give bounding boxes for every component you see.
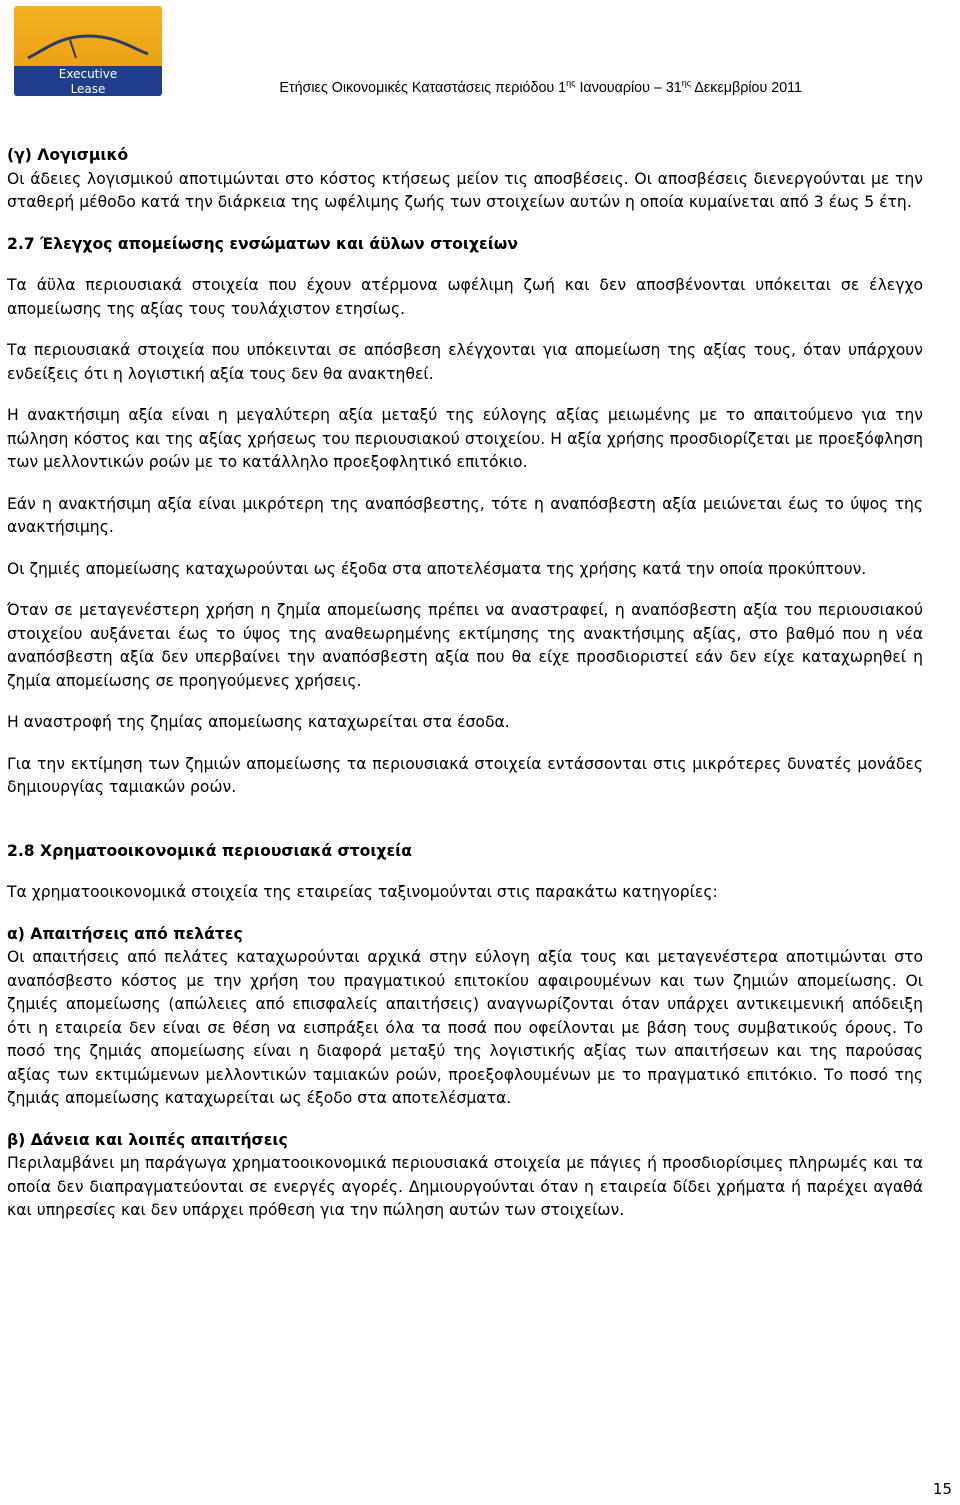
receivables-heading: α) Απαιτήσεις από πελάτες (7, 924, 243, 943)
logo-text-line1: Executive (58, 67, 118, 81)
company-logo (14, 6, 162, 96)
impairment-paragraph-4: Εάν η ανακτήσιμη αξία είναι μικρότερη της αναπόσβεστης, τότε η αναπόσβεστη αξία μειώνεται έως το ύψος της ανακτήσιμης. (7, 494, 923, 536)
impairment-paragraph-3: Η ανακτήσιμη αξία είναι η μεγαλύτερη αξία μεταξύ της εύλογης αξίας μειωμένης με το απαιτούμενο για την πώληση κόστος και της αξίας χρήσεως του περιουσιακού στοιχείου. Η αξία χρήσης προσδιορίζεται με προεξόφληση των μελλοντικών ροών με το κατάλληλο προεξοφλητικό επιτόκιο. (7, 406, 923, 471)
impairment-paragraph-6: Όταν σε μεταγενέστερη χρήση η ζημία απομείωσης πρέπει να αναστραφεί, η αναπόσβεστη αξία του περιουσιακού στοιχείου αυξάνεται έως το ύψος της αναθεωρημένης εκτίμησης της ανακτήσιμης αξίας, στο βαθμό που η νέα αναπόσβεστη αξία δεν υπερβαίνει την αναπόσβεστη αξία που θα είχε προσδιοριστεί εάν δεν είχε καταχωρηθεί η ζημία απομείωσης σε προηγούμενες χρήσεις. (7, 601, 923, 690)
impairment-paragraph-5: Οι ζημιές απομείωσης καταχωρούνται ως έξοδα στα αποτελέσματα της χρήσης κατά την οποία προκύπτουν. (7, 559, 867, 578)
car-silhouette-icon (24, 28, 152, 64)
impairment-paragraph-1: Τα άϋλα περιουσιακά στοιχεία που έχουν ατέρμονα ωφέλιμη ζωή και δεν αποσβένονται υπόκειται σε έλεγχο απομείωσης της αξίας τους τουλάχιστον ετησίως. (7, 276, 923, 318)
financial-assets-intro: Τα χρηματοοικονομικά στοιχεία της εταιρείας ταξινομούνται στις παρακάτω κατηγορίες: (7, 883, 718, 901)
logo-band (14, 66, 162, 96)
logo-text-line2: Lease (70, 82, 106, 96)
software-heading: (γ) Λογισμικό (7, 146, 129, 164)
loans-heading: β) Δάνεια και λοιπές απαιτήσεις (7, 1130, 288, 1149)
impairment-heading: 2.7 Έλεγχος απομείωσης ενσώματων και άϋλων στοιχείων (7, 234, 518, 253)
impairment-paragraph-2: Τα περιουσιακά στοιχεία που υπόκεινται σε απόσβεση ελέγχονται για απομείωση της αξίας τους, όταν υπάρχουν ενδείξεις ότι η λογιστική αξία τους δεν θα ανακτηθεί. (7, 341, 923, 383)
software-paragraph: Οι άδειες λογισμικού αποτιμώνται στο κόστος κτήσεως μείον τις αποσβέσεις. Οι αποσβέσεις διενεργούνται με την σταθερή μέθοδο κατά την διάρκεια της ωφέλιμης ζωής των στοιχείων αυτών η οποία κυμαίνεται από 3 έως 5 έτη. (7, 169, 923, 211)
impairment-paragraph-7: Η αναστροφή της ζημίας απομείωσης καταχωρείται στα έσοδα. (7, 713, 510, 731)
report-title: Ετήσιες Οικονομικές Καταστάσεις περιόδου $1^{\eta\varsigma}$ Ιανουαρίου – $31^{\eta\varsigma}$ Δεκεμβρίου 2011 (279, 78, 802, 96)
document-body (7, 144, 923, 1223)
impairment-paragraph-8: Για την εκτίμηση των ζημιών απομείωσης τα περιουσιακά στοιχεία εντάσσονται στις μικρότερες δυνατές μονάδες δημιουργίας ταμιακών ροών. (7, 754, 923, 796)
financial-assets-heading: 2.8 Χρηματοοικονομικά περιουσιακά στοιχεία (7, 841, 412, 860)
receivables-paragraph: Οι απαιτήσεις από πελάτες καταχωρούνται αρχικά στην εύλογη αξία τους και μεταγενέστερα αποτιμώνται στο αναπόσβεστο κόστος με την χρήση του πραγματικού επιτοκίου αφαιρουμένων και των ζημιών απομείωσης. Οι ζημιές απομείωσης (απώλειες από επισφαλείς απαιτήσεις) αναγνωρίζονται όταν υπάρχει αντικειμενική απόδειξη ότι η εταιρεία δεν είναι σε θέση να εισπράξει όλα τα ποσά που οφείλονται με βάση τους συμβατικούς όρους. Το ποσό της ζημιάς απομείωσης είναι η διαφορά μεταξύ της λογιστικής αξίας των απαιτήσεων και της παρούσας αξίας των εκτιμώμενων μελλοντικών ταμιακών ροών, προεξοφλουμένων με το πραγματικό επιτόκιο. Το ποσό της ζημιάς απομείωσης καταχωρείται ως έξοδο στα αποτελέσματα. (7, 948, 923, 1107)
loans-paragraph: Περιλαμβάνει μη παράγωγα χρηματοοικονομικά περιουσιακά στοιχεία με πάγιες ή προσδιορίσιμες πληρωμές και τα οποία δεν διαπραγματεύονται σε ενεργές αγορές. Δημιουργούνται όταν η εταιρεία δίδει χρήματα ή παρέχει αγαθά και υπηρεσίες και δεν υπάρχει πρόθεση για την πώληση αυτών των στοιχείων. (7, 1154, 923, 1219)
page-number: 15 (932, 1480, 952, 1498)
